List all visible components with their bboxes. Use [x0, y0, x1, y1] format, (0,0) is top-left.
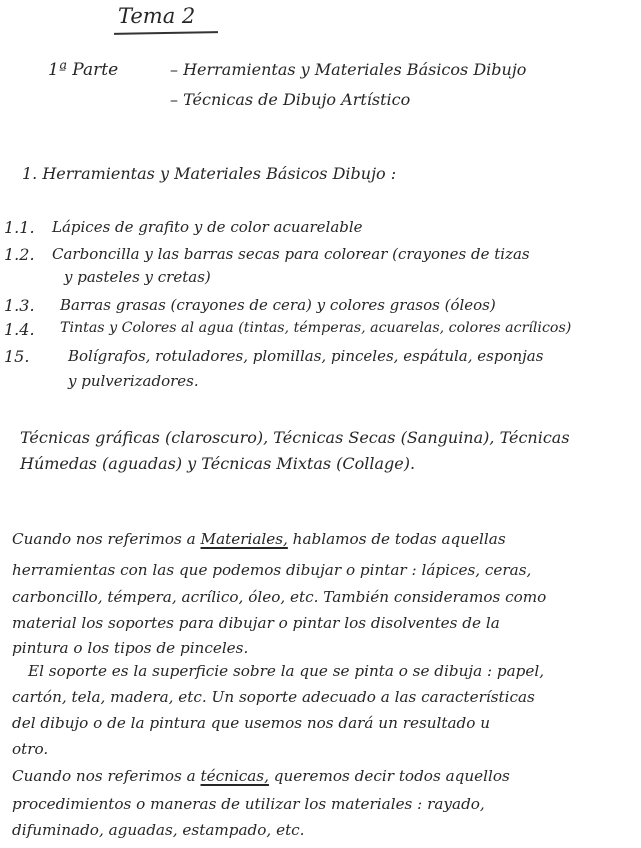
- item-number-1-5: 15.: [4, 347, 30, 366]
- section-heading: 1. Herramientas y Materiales Básicos Dibujo :: [22, 164, 397, 183]
- item-text-1-5-line-1: Bolígrafos, rotuladores, plomillas, pinceles, espátula, esponjas: [68, 347, 544, 365]
- materials-paragraph-line-2: herramientas con las que podemos dibujar o pintar : lápices, ceras,: [12, 561, 532, 579]
- techniques-keyword: técnicas,: [200, 767, 269, 785]
- techniques-line-2: Húmedas (aguadas) y Técnicas Mixtas (Collage).: [20, 454, 416, 473]
- techniques-line-1: Técnicas gráficas (claroscuro), Técnicas Secas (Sanguina), Técnicas: [20, 428, 570, 447]
- item-text-1-2-line-1: Carboncilla y las barras secas para colorear (crayones de tizas: [52, 245, 530, 263]
- part-line-1: – Herramientas y Materiales Básicos Dibujo: [170, 60, 527, 79]
- materials-paragraph-line-4: material los soportes para dibujar o pintar los disolventes de la: [12, 614, 500, 632]
- item-number-1-1: 1.1.: [4, 218, 35, 237]
- materials-keyword: Materiales,: [200, 530, 288, 548]
- part-line-2: – Técnicas de Dibujo Artístico: [170, 90, 411, 109]
- item-number-1-2: 1.2.: [4, 245, 35, 264]
- support-paragraph-line-1: El soporte es la superficie sobre la que se pinta o se dibuja : papel,: [28, 662, 545, 680]
- techniques-paragraph-line-2: procedimientos o maneras de utilizar los materiales : rayado,: [12, 795, 485, 813]
- item-text-1-1: Lápices de grafito y de color acuarelable: [52, 218, 363, 236]
- page-title: Tema 2: [118, 4, 196, 28]
- title-underline: [114, 31, 218, 35]
- materials-paragraph-line-5: pintura o los tipos de pinceles.: [12, 639, 249, 657]
- part-label: 1ª Parte: [48, 60, 119, 80]
- materials-intro: Cuando nos referimos a: [12, 530, 201, 548]
- support-paragraph-line-3: del dibujo o de la pintura que usemos nos dará un resultado u: [12, 714, 491, 732]
- materials-intro-end: hablamos de todas aquellas: [287, 530, 506, 548]
- support-paragraph-line-4: otro.: [12, 740, 49, 758]
- techniques-paragraph-line-3: difuminado, aguadas, estampado, etc.: [12, 821, 305, 839]
- support-paragraph-line-2: cartón, tela, madera, etc. Un soporte adecuado a las características: [12, 688, 535, 706]
- materials-paragraph-line-1: [12, 530, 506, 548]
- materials-paragraph-line-3: carboncillo, témpera, acrílico, óleo, etc. También consideramos como: [12, 588, 547, 606]
- item-text-1-4: Tintas y Colores al agua (tintas, témperas, acuarelas, colores acrílicos): [60, 320, 572, 336]
- item-text-1-3: Barras grasas (crayones de cera) y colores grasos (óleos): [60, 296, 496, 314]
- item-number-1-3: 1.3.: [4, 296, 35, 315]
- item-number-1-4: 1.4.: [4, 320, 35, 339]
- techniques-paragraph-line-1: [12, 767, 510, 785]
- item-text-1-2-line-2: y pasteles y cretas): [64, 268, 211, 286]
- item-text-1-5-line-2: y pulverizadores.: [68, 372, 199, 390]
- techniques-intro-end: queremos decir todos aquellos: [268, 767, 510, 785]
- techniques-intro: Cuando nos referimos a: [12, 767, 201, 785]
